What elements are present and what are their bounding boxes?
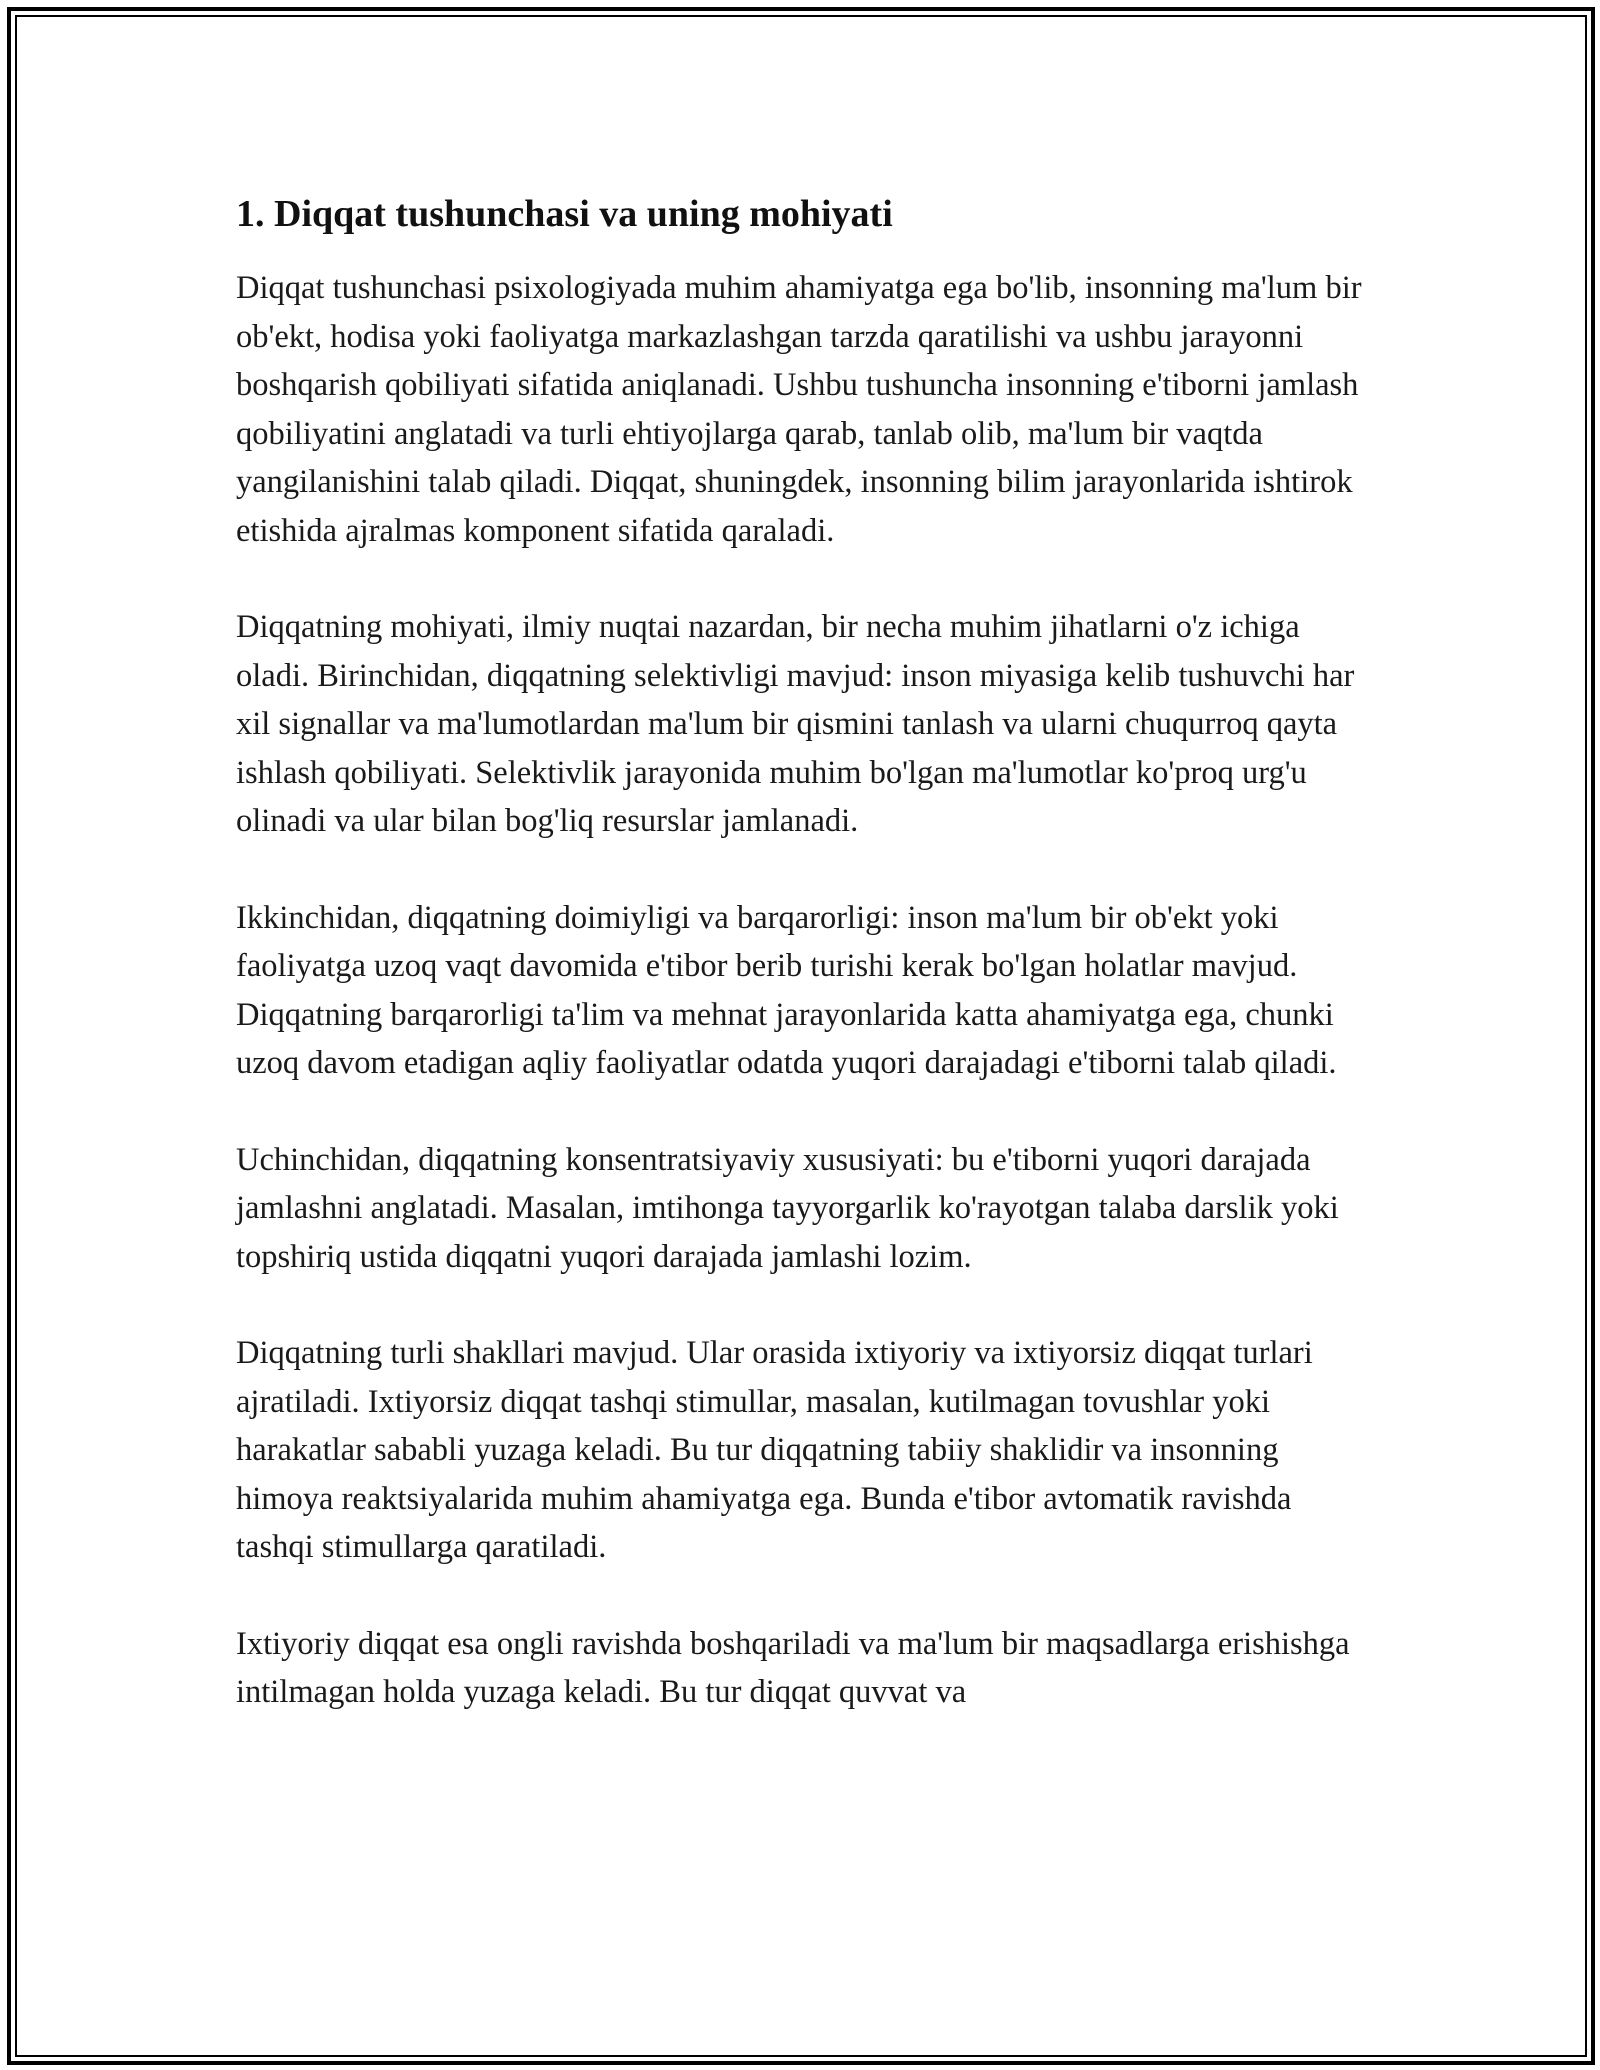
paragraph-forms: Diqqatning turli shakllari mavjud. Ular orasida ixtiyoriy va ixtiyorsiz diqqat turlari ajratiladi. Ixtiyorsiz diqqat tashqi stimullar, masalan, kutilmagan tovushlar yoki harakatlar sababli yuzaga keladi. Bu tur diqqatning tabiiy shaklidir va insonning himoya reaktsiyalarida muhim ahamiyatga ega. Bunda e'tibor avtomatik ravishda tashqi stimullarga qaratiladi. xyxy=(236,1335,1313,1565)
section-heading: 1. Diqqat tushunchasi va uning mohiyati xyxy=(236,193,893,235)
paragraph-stability: Ikkinchidan, diqqatning doimiyligi va barqarorligi: inson ma'lum bir ob'ekt yoki faoliyatga uzoq vaqt davomida e'tibor berib turishi kerak bo'lgan holatlar mavjud. Diqqatning barqarorligi ta'lim va mehnat jarayonlarida katta ahamiyatga ega, chunki uzoq davom etadigan aqliy faoliyatlar odatda yuqori darajadagi e'tiborni talab qiladi. xyxy=(236,899,1337,1081)
paragraph-concentration: Uchinchidan, diqqatning konsentratsiyaviy xususiyati: bu e'tiborni yuqori darajada jamlashni anglatadi. Masalan, imtihonga tayyorgarlik ko'rayotgan talaba darslik yoki topshiriq ustida diqqatni yuqori darajada jamlashi lozim. xyxy=(236,1141,1339,1275)
paragraph-voluntary-attention: Ixtiyoriy diqqat esa ongli ravishda boshqariladi va ma'lum bir maqsadlarga erishishga intilmagan holda yuzaga keladi. Bu tur diqqat quvvat va xyxy=(236,1625,1350,1710)
paragraph-definition: Diqqat tushunchasi psixologiyada muhim ahamiyatga ega bo'lib, insonning ma'lum bir ob'ekt, hodisa yoki faoliyatga markazlashgan tarzda qaratilishi va ushbu jarayonni boshqarish qobiliyati sifatida aniqlanadi. Ushbu tushuncha insonning e'tiborni jamlash qobiliyatini anglatadi va turli ehtiyojlarga qarab, tanlab olib, ma'lum bir vaqtda yangilanishini talab qiladi. Diqqat, shuningdek, insonning bilim jarayonlarida ishtirok etishida ajralmas komponent sifatida qaraladi. xyxy=(236,270,1362,549)
paragraph-essence-selectivity: Diqqatning mohiyati, ilmiy nuqtai nazardan, bir necha muhim jihatlarni o'z ichiga oladi. Birinchidan, diqqatning selektivligi mavjud: inson miyasiga kelib tushuvchi har xil signallar va ma'lumotlardan ma'lum bir qismini tanlash va ularni chuqurroq qayta ishlash qobiliyati. Selektivlik jarayonida muhim bo'lgan ma'lumotlar ko'proq urg'u olinadi va ular bilan bog'liq resurslar jamlanadi. xyxy=(236,609,1355,839)
document-body xyxy=(236,186,1376,1765)
